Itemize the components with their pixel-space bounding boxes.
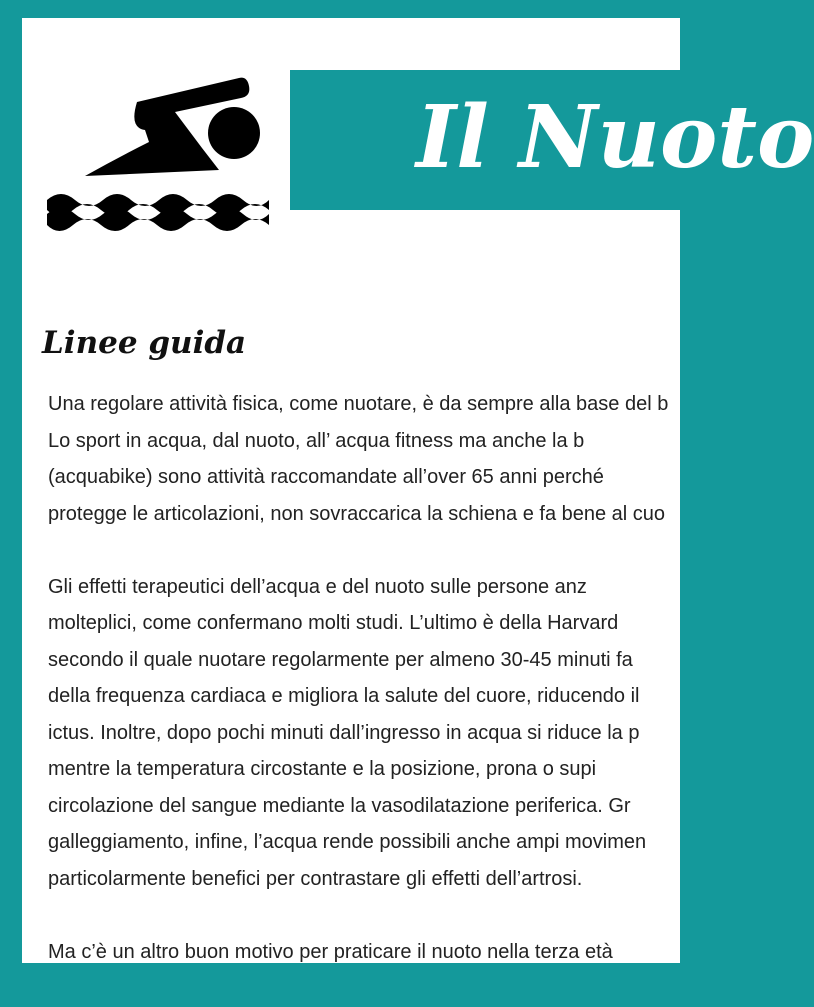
paragraph-1	[48, 386, 748, 532]
text-line: (acquabike) sono attività raccomandate all’over 65 anni perché	[48, 466, 604, 488]
text-line: protegge le articolazioni, non sovraccarica la schiena e fa bene al cuo	[48, 502, 666, 525]
body-text	[48, 386, 748, 1007]
text-line: particolarmente benefici per contrastare gli effetti dell’artrosi.	[48, 867, 583, 890]
text-line: Una regolare attività fisica, come nuotare, è da sempre alla base del b	[48, 393, 669, 415]
text-line: mentre la temperatura circostante e la posizione, prona o supi	[48, 758, 597, 780]
paragraph-3	[48, 934, 748, 971]
text-line: Lo sport in acqua, dal nuoto, all’ acqua fitness ma anche la b	[48, 429, 585, 452]
text-line: ictus. Inoltre, dopo pochi minuti dall’ingresso in acqua si riduce la p	[48, 721, 640, 744]
section-heading: Linee guida	[42, 325, 247, 361]
title-banner	[290, 70, 814, 210]
text-line: galleggiamento, infine, l’acqua rende possibili anche ampi movimen	[48, 831, 647, 853]
text-line: Gli effetti terapeutici dell’acqua e del nuoto sulle persone anz	[48, 575, 587, 598]
document-page	[22, 18, 814, 963]
swimmer-icon	[47, 60, 269, 220]
text-line: molteplici, come confermano molti studi. L’ultimo è della Harvard	[48, 612, 619, 634]
text-line: della frequenza cardiaca e migliora la salute del cuore, riducendo il	[48, 685, 640, 707]
page-title: Il Nuoto	[416, 87, 814, 188]
text-line: secondo il quale nuotare regolarmente per almeno 30-45 minuti fa	[48, 648, 633, 671]
text-line: circolazione del sangue mediante la vasodilatazione periferica. Gr	[48, 794, 631, 817]
text-line: Ma c’è un altro buon motivo per praticare il nuoto nella terza età	[48, 940, 613, 963]
paragraph-2	[48, 569, 748, 898]
